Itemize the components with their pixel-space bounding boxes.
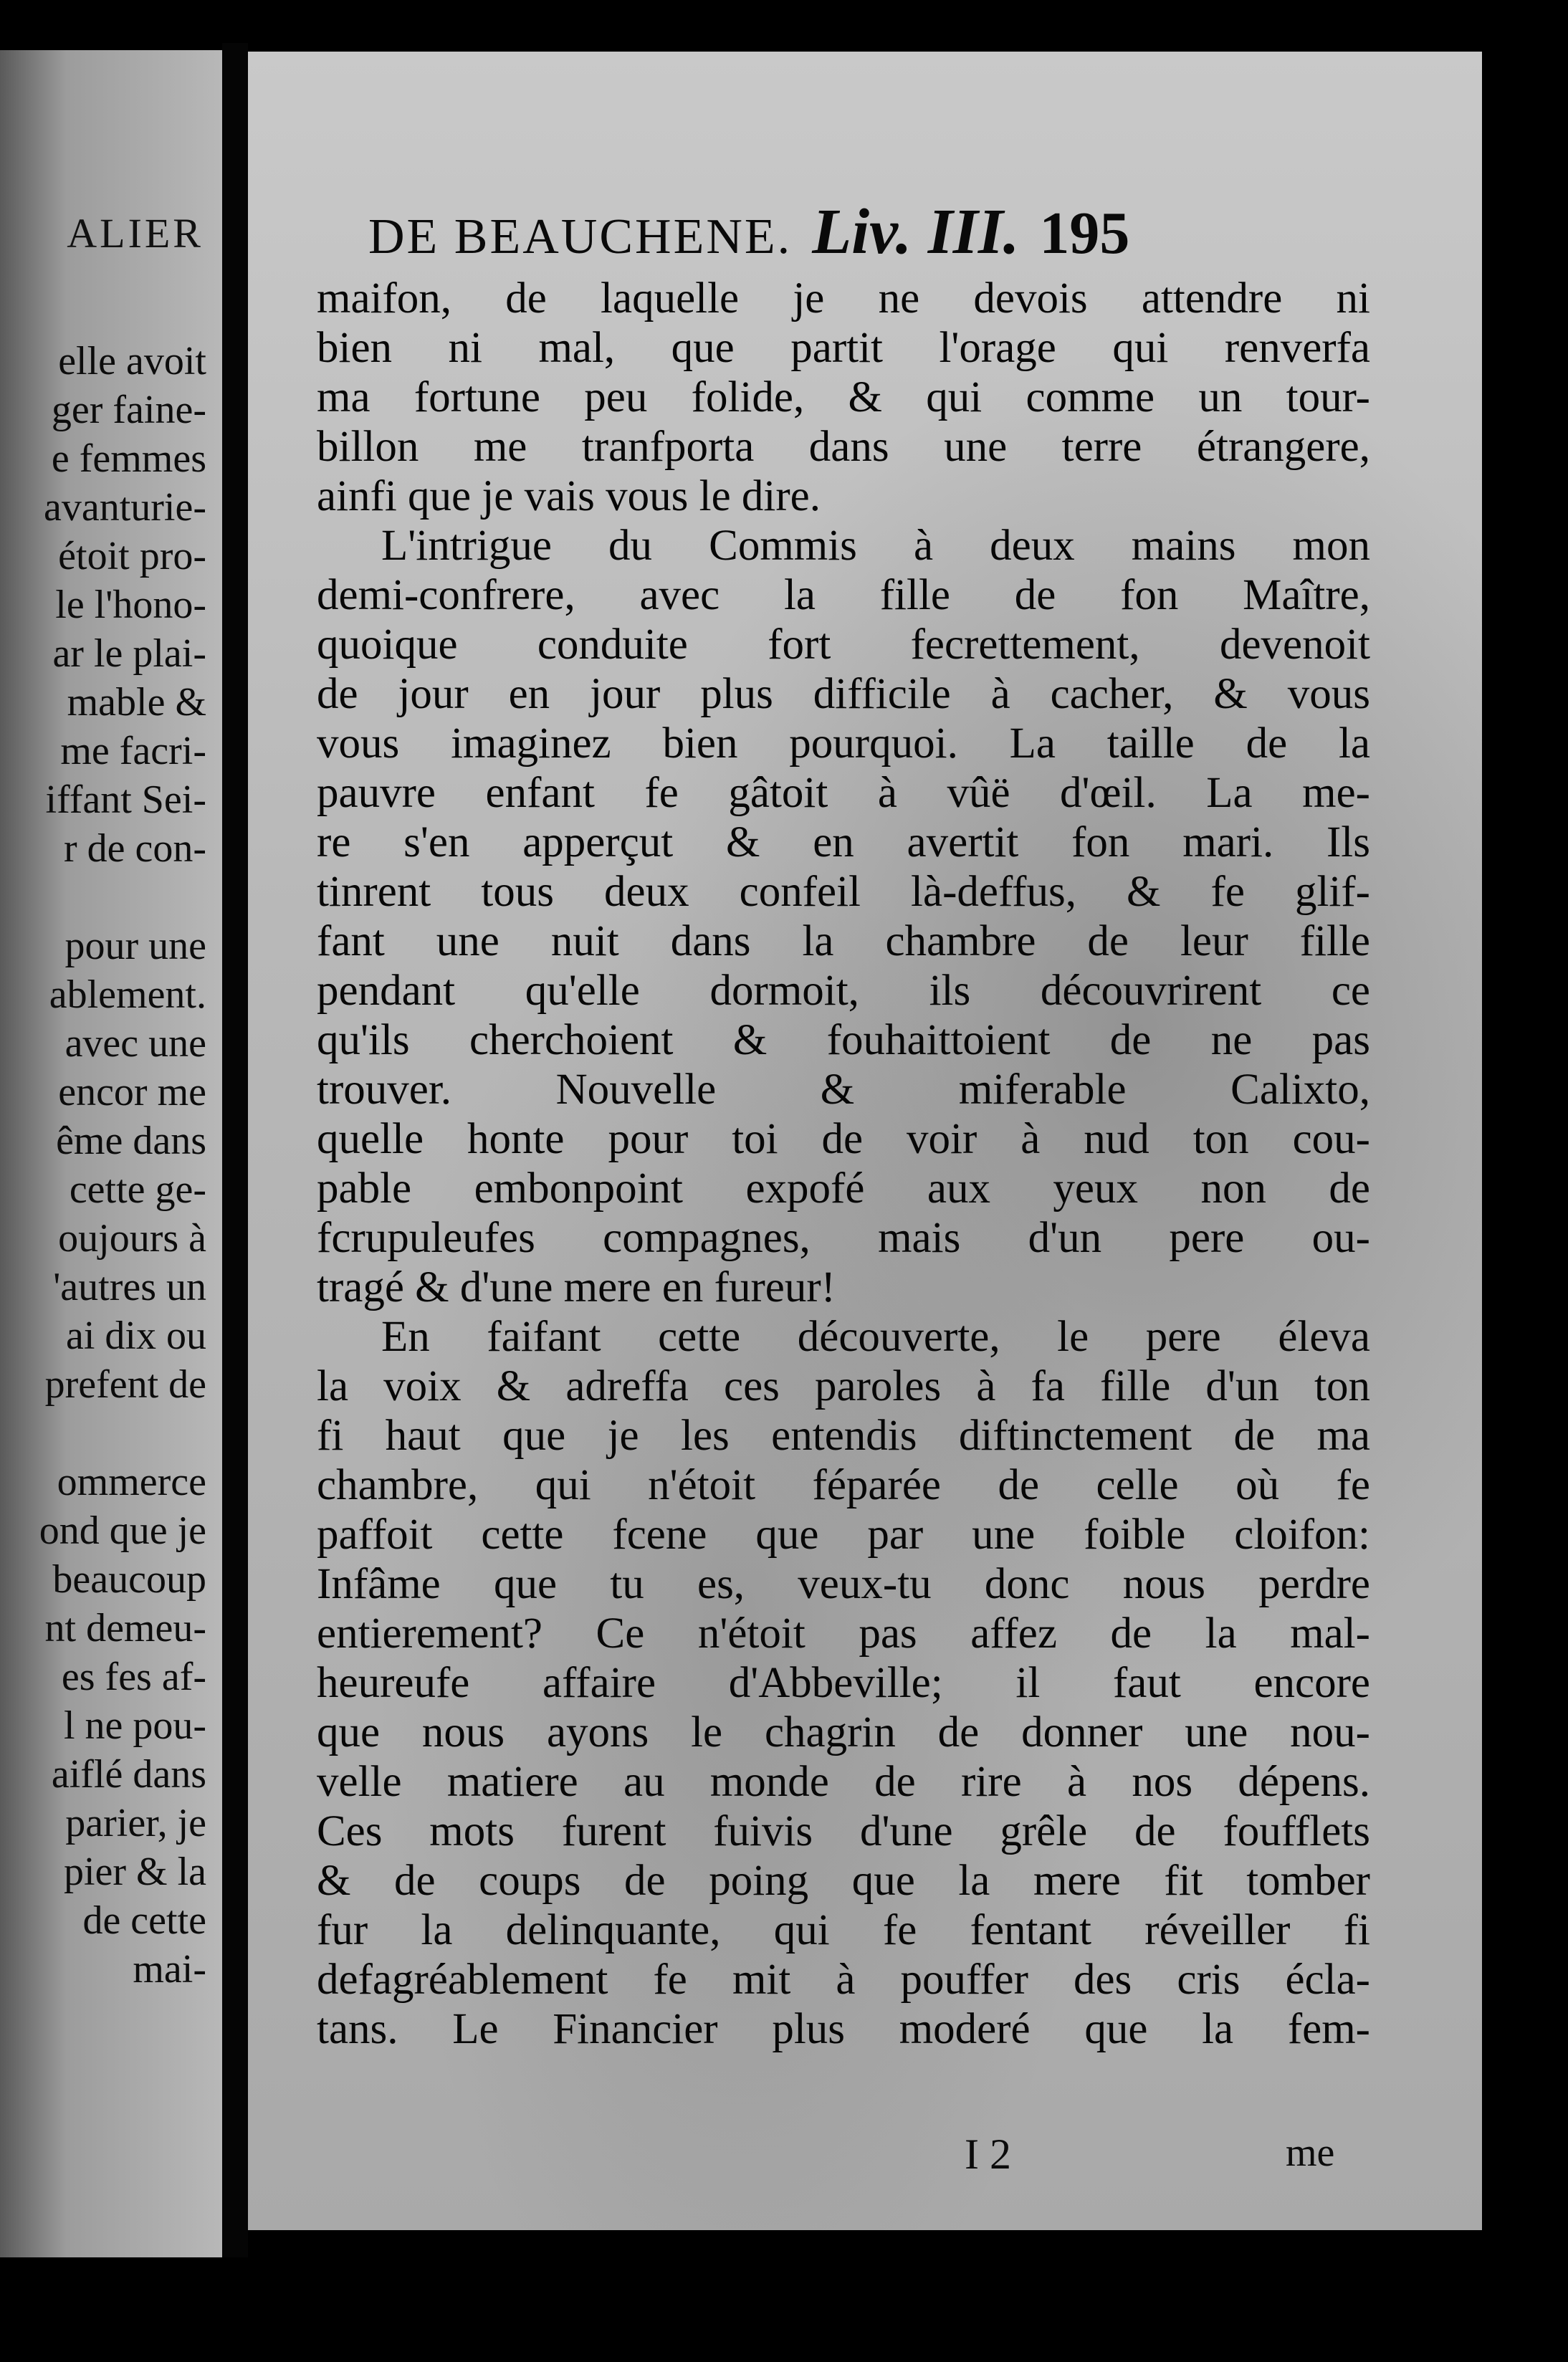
text-line: ainfi que je vais vous le dire. <box>317 472 821 520</box>
facing-line: e femmes <box>51 436 206 481</box>
facing-line: r de con- <box>63 826 206 871</box>
text-line: ma fortune peu folide, & qui comme un tour- <box>317 373 1370 421</box>
text-line: re s'en apperçut & en avertit fon mari. Ils <box>317 818 1370 866</box>
running-head-title: DE BEAUCHENE. <box>368 209 793 264</box>
text-line: Infâme que tu es, veux-tu donc nous perdre <box>317 1560 1370 1608</box>
facing-line: le l'hono- <box>55 583 206 627</box>
text-line: velle matiere au monde de rire à nos dépens. <box>317 1758 1370 1806</box>
text-line: chambre, qui n'étoit féparée de celle où fe <box>317 1461 1370 1509</box>
facing-line: mable & <box>67 680 206 725</box>
text-line: entierement? Ce n'étoit pas affez de la mal- <box>317 1610 1370 1658</box>
text-line: quoique conduite fort fecrettement, devenoit <box>317 621 1370 669</box>
facing-line: iffant Sei- <box>45 778 206 822</box>
text-line: pendant qu'elle dormoit, ils découvrirent ce <box>317 967 1370 1015</box>
facing-line <box>39 873 206 922</box>
text-line: maifon, de laquelle je ne devois attendre ni <box>317 274 1370 322</box>
facing-line: cette ge- <box>69 1167 206 1212</box>
facing-page-text <box>39 337 206 1994</box>
facing-line: es fes af- <box>61 1655 206 1699</box>
text-line: trouver. Nouvelle & miferable Calixto, <box>317 1066 1370 1114</box>
page-number: 195 <box>1039 200 1130 267</box>
text-line: pable embonpoint expofé aux yeux non de <box>317 1165 1370 1213</box>
text-line: pauvre enfant fe gâtoit à vûë d'œil. La me- <box>317 769 1370 817</box>
text-line: demi-confrere, avec la fille de fon Maître, <box>317 571 1370 619</box>
facing-line: parier, je <box>65 1801 206 1845</box>
running-head-book: Liv. III. <box>812 196 1020 267</box>
facing-line: ai dix ou <box>66 1314 206 1358</box>
facing-line: 'autres un <box>53 1265 206 1309</box>
facing-line: ger faine- <box>51 388 206 432</box>
facing-line: ond que je <box>39 1508 206 1553</box>
facing-line: ar le plai- <box>52 631 206 676</box>
text-line: & de coups de poing que la mere fit tomber <box>317 1857 1370 1905</box>
facing-line: oujours à <box>58 1216 206 1261</box>
text-line: fur la delinquante, qui fe fentant réveiller fi <box>317 1906 1370 1954</box>
catchword: me <box>1286 2131 1335 2175</box>
signature-mark: I 2 <box>965 2131 1011 2178</box>
facing-line: nt demeu- <box>44 1606 206 1650</box>
text-line: tans. Le Financier plus moderé que la fem- <box>317 2005 1370 2053</box>
facing-line: elle avoit <box>58 339 206 383</box>
facing-line: aiflé dans <box>51 1752 206 1797</box>
text-line: que nous ayons le chagrin de donner une nou- <box>317 1708 1370 1756</box>
text-line: qu'ils cherchoient & fouhaittoient de ne pas <box>317 1016 1370 1064</box>
text-line: de jour en jour plus difficile à cacher, & vous <box>317 670 1370 718</box>
facing-line: ommerce <box>57 1460 206 1504</box>
text-line: bien ni mal, que partit l'orage qui renverfa <box>317 324 1370 372</box>
text-line: fi haut que je les entendis diftinctement de ma <box>317 1412 1370 1460</box>
facing-line: avanturie- <box>44 485 206 530</box>
facing-line: étoit pro- <box>58 534 206 578</box>
facing-line <box>39 1409 206 1458</box>
facing-line: pour une <box>64 924 206 968</box>
facing-line: encor me <box>58 1070 206 1114</box>
text-line: Ces mots furent fuivis d'une grêle de foufflets <box>317 1807 1370 1855</box>
page-body <box>317 274 1370 2054</box>
text-line: vous imaginez bien pourquoi. La taille de la <box>317 719 1370 768</box>
text-line: defagréablement fe mit à pouffer des cris écla- <box>317 1956 1370 2004</box>
text-line: heureufe affaire d'Abbeville; il faut encore <box>317 1659 1370 1707</box>
text-line: fcrupuleufes compagnes, mais d'un pere ou- <box>317 1214 1370 1262</box>
text-line: la voix & adreffa ces paroles à fa fille d'un ton <box>317 1362 1370 1410</box>
facing-line: ablement. <box>49 972 206 1017</box>
facing-line: me facri- <box>60 729 206 773</box>
text-line: quelle honte pour toi de voir à nud ton cou- <box>317 1115 1370 1163</box>
text-line: fant une nuit dans la chambre de leur fille <box>317 917 1370 965</box>
facing-line: beaucoup <box>52 1557 206 1602</box>
text-line: En faifant cette découverte, le pere éleva <box>381 1313 1370 1361</box>
text-line: tragé & d'une mere en fureur! <box>317 1263 836 1311</box>
text-line: billon me tranfporta dans une terre étrangere, <box>317 423 1370 471</box>
facing-page-header: ALIER <box>67 210 204 257</box>
book-gutter <box>222 43 248 2257</box>
facing-line: de cette <box>82 1898 206 1943</box>
facing-line: l ne pou- <box>63 1703 206 1748</box>
facing-page-fragment <box>0 50 222 2257</box>
facing-line: prefent de <box>44 1362 206 1407</box>
facing-line: pier & la <box>63 1850 206 1894</box>
text-line: L'intrigue du Commis à deux mains mon <box>381 522 1370 570</box>
text-line: tinrent tous deux confeil là-deffus, & fe glif- <box>317 868 1370 916</box>
text-line: paffoit cette fcene que par une foible cloifon: <box>317 1511 1370 1559</box>
facing-line: mai- <box>133 1947 206 1992</box>
running-head <box>368 195 1372 267</box>
facing-line: ême dans <box>56 1119 206 1163</box>
book-page <box>248 52 1482 2230</box>
facing-line: avec une <box>64 1021 206 1066</box>
